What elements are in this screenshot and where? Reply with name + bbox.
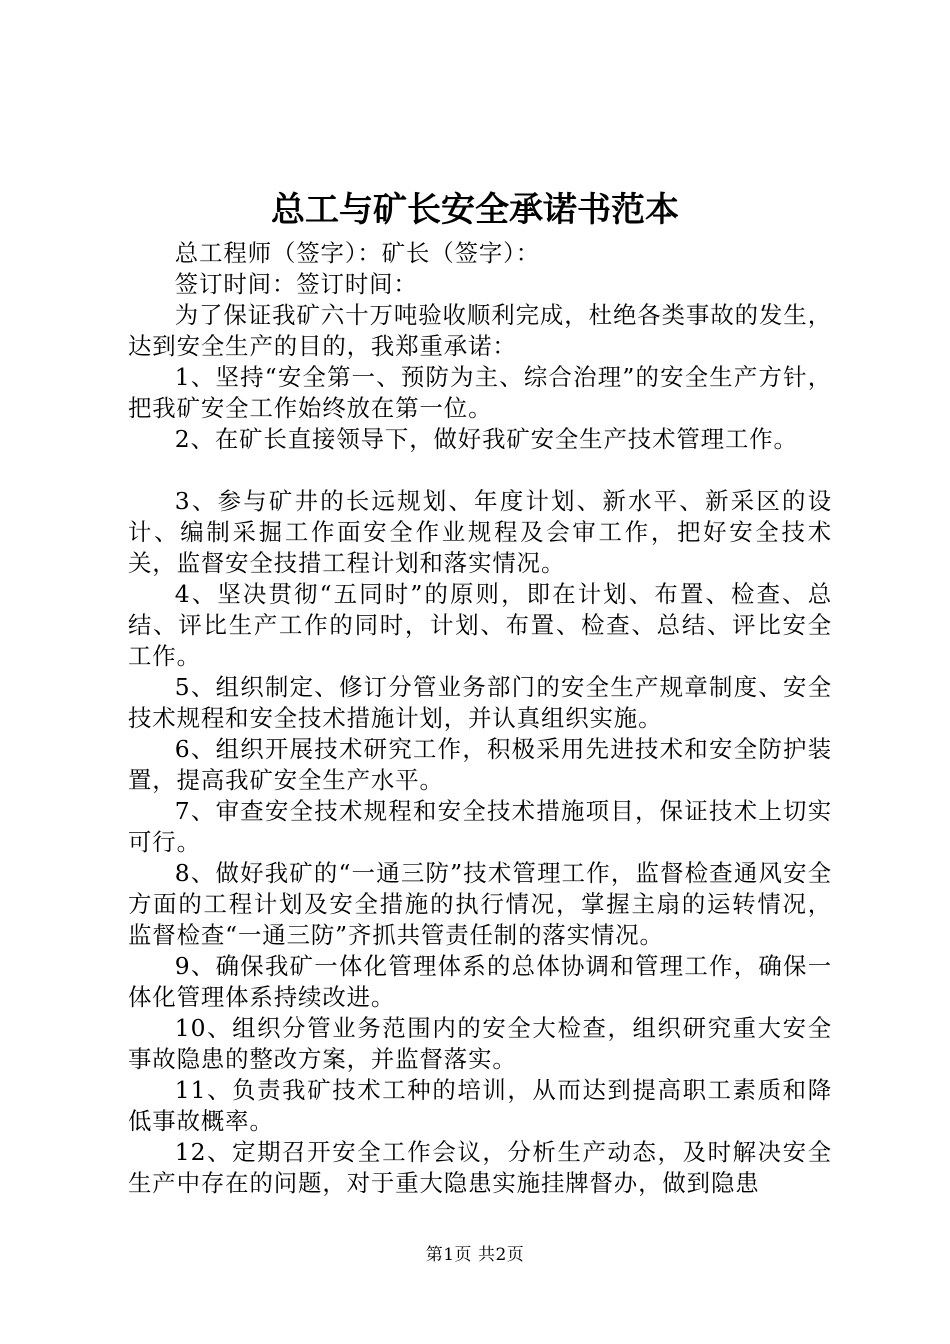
commitment-item-1: 1、坚持“安全第一、预防为主、综合治理”的安全生产方针，把我矿安全工作始终放在第一位。: [128, 363, 832, 422]
commitment-item-7: 7、审查安全技术规程和安全技术措施项目，保证技术上切实可行。: [128, 797, 832, 856]
commitment-item-12: 12、定期召开安全工作会议，分析生产动态，及时解决安全生产中存在的问题，对于重大隐患实施挂牌督办，做到隐患: [128, 1138, 832, 1197]
document-title: 总工与矿长安全承诺书范本: [271, 190, 679, 230]
page-number-footer: 第1页 共2页: [425, 1245, 525, 1265]
commitment-item-10: 10、组织分管业务范围内的安全大检查，组织研究重大安全事故隐患的整改方案，并监督落实。: [128, 1014, 832, 1073]
commitment-item-9: 9、确保我矿一体化管理体系的总体协调和管理工作，确保一体化管理体系持续改进。: [128, 952, 832, 1011]
commitment-item-4: 4、坚决贯彻“五同时”的原则，即在计划、布置、检查、总结、评比生产工作的同时，计划、布置、检查、总结、评比安全工作。: [128, 580, 832, 670]
commitment-item-11: 11、负责我矿技术工种的培训，从而达到提高职工素质和降低事故概率。: [128, 1076, 832, 1135]
commitment-item-2: 2、在矿长直接领导下，做好我矿安全生产技术管理工作。: [174, 425, 798, 453]
commitment-item-3: 3、参与矿井的长远规划、年度计划、新水平、新采区的设计、编制采掘工作面安全作业规程及会审工作，把好安全技术关，监督安全技措工程计划和落实情况。: [128, 487, 832, 577]
commitment-item-6: 6、组织开展技术研究工作，积极采用先进技术和安全防护装置，提高我矿安全生产水平。: [128, 735, 832, 794]
document-body: [128, 238, 832, 1199]
intro-paragraph: 为了保证我矿六十万吨验收顺利完成，杜绝各类事故的发生，达到安全生产的目的，我郑重承诺：: [128, 301, 832, 360]
commitment-item-5: 5、组织制定、修订分管业务部门的安全生产规章制度、安全技术规程和安全技术措施计划，并认真组织实施。: [128, 673, 832, 732]
date-line: 签订时间：签订时间：: [174, 270, 418, 298]
commitment-item-8: 8、做好我矿的“一通三防”技术管理工作，监督检查通风安全方面的工程计划及安全措施的执行情况，掌握主扇的运转情况，监督检查“一通三防”齐抓共管责任制的落实情况。: [128, 859, 832, 949]
signature-line: 总工程师（签字）：矿长（签字）：: [174, 239, 541, 267]
